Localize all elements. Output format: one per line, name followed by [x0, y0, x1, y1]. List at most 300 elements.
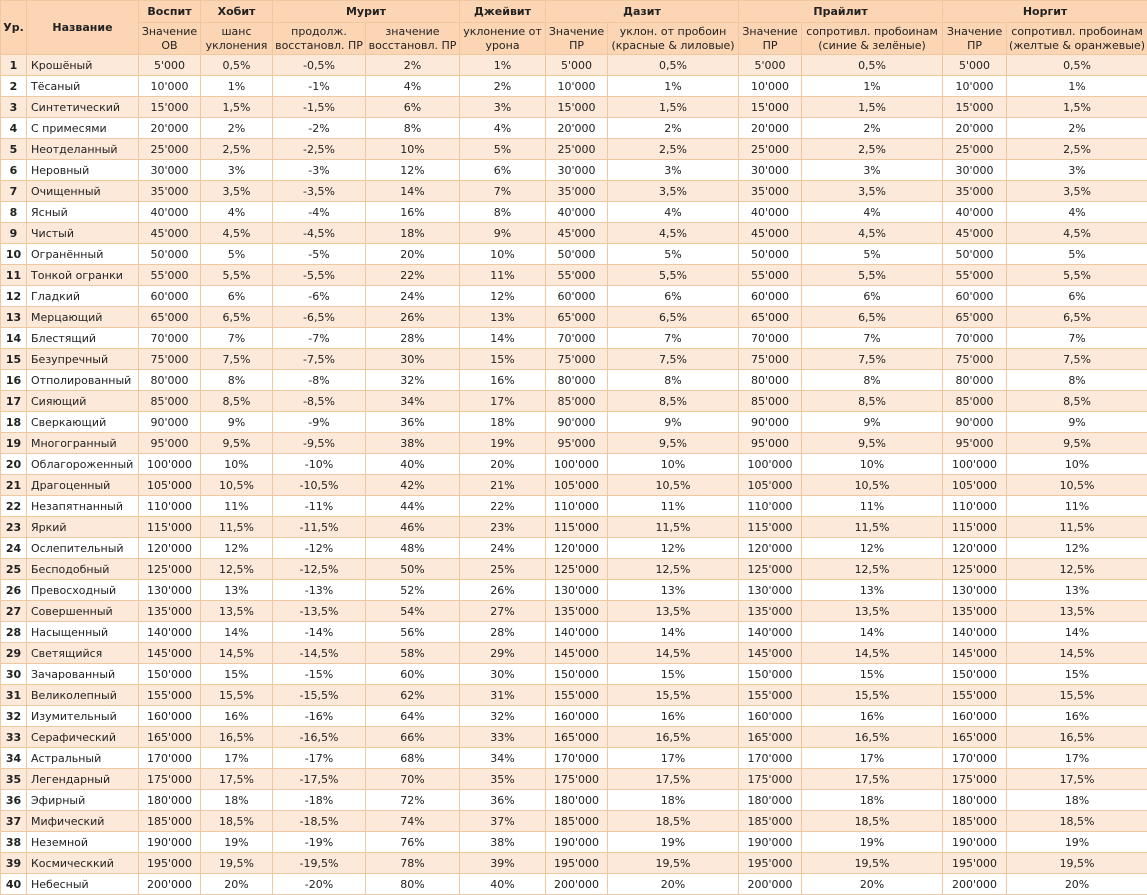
- value-cell: 15,5%: [608, 685, 739, 706]
- value-cell: 56%: [366, 622, 460, 643]
- value-cell: -18%: [273, 790, 366, 811]
- table-header: [1, 1, 1147, 55]
- value-cell: 155'000: [739, 685, 802, 706]
- name-cell: Светящийся: [27, 643, 139, 664]
- value-cell: 180'000: [943, 790, 1007, 811]
- value-cell: 2,5%: [802, 139, 943, 160]
- name-cell: Великолепный: [27, 685, 139, 706]
- value-cell: 28%: [460, 622, 546, 643]
- value-cell: -7,5%: [273, 349, 366, 370]
- value-cell: 12%: [201, 538, 273, 559]
- value-cell: 135'000: [546, 601, 608, 622]
- value-cell: 62%: [366, 685, 460, 706]
- value-cell: 100'000: [943, 454, 1007, 475]
- name-cell: Космическкий: [27, 853, 139, 874]
- value-cell: 52%: [366, 580, 460, 601]
- value-cell: 1,5%: [608, 97, 739, 118]
- name-cell: Астральный: [27, 748, 139, 769]
- name-cell: Серафический: [27, 727, 139, 748]
- value-cell: 140'000: [943, 622, 1007, 643]
- value-cell: 16%: [201, 706, 273, 727]
- table-row: [1, 307, 1147, 328]
- value-cell: 36%: [460, 790, 546, 811]
- value-cell: -9%: [273, 412, 366, 433]
- value-cell: 16,5%: [802, 727, 943, 748]
- value-cell: 10,5%: [201, 475, 273, 496]
- name-cell: Неотделанный: [27, 139, 139, 160]
- name-cell: Неземной: [27, 832, 139, 853]
- value-cell: 190'000: [546, 832, 608, 853]
- value-cell: 130'000: [943, 580, 1007, 601]
- value-cell: 21%: [460, 475, 546, 496]
- value-cell: 1%: [1007, 76, 1147, 97]
- level-cell: 6: [1, 160, 27, 181]
- value-cell: 25'000: [139, 139, 201, 160]
- name-cell: Небесный: [27, 874, 139, 895]
- value-cell: 120'000: [139, 538, 201, 559]
- value-cell: 12,5%: [802, 559, 943, 580]
- value-cell: 13%: [608, 580, 739, 601]
- value-cell: 5'000: [546, 55, 608, 76]
- name-cell: Эфирный: [27, 790, 139, 811]
- value-cell: 29%: [460, 643, 546, 664]
- value-cell: -2,5%: [273, 139, 366, 160]
- value-cell: 30%: [366, 349, 460, 370]
- value-cell: 185'000: [139, 811, 201, 832]
- value-cell: 165'000: [739, 727, 802, 748]
- value-cell: -15,5%: [273, 685, 366, 706]
- value-cell: 3%: [608, 160, 739, 181]
- level-cell: 10: [1, 244, 27, 265]
- table-row: [1, 118, 1147, 139]
- value-cell: 12%: [460, 286, 546, 307]
- name-cell: Драгоценный: [27, 475, 139, 496]
- value-cell: 15'000: [943, 97, 1007, 118]
- name-cell: Изумительный: [27, 706, 139, 727]
- value-cell: 0,5%: [201, 55, 273, 76]
- value-cell: 16%: [802, 706, 943, 727]
- name-cell: Тёсаный: [27, 76, 139, 97]
- value-cell: -8,5%: [273, 391, 366, 412]
- value-cell: 20'000: [546, 118, 608, 139]
- value-cell: 19,5%: [802, 853, 943, 874]
- value-cell: 14,5%: [1007, 643, 1147, 664]
- value-cell: 115'000: [739, 517, 802, 538]
- name-cell: Мерцающий: [27, 307, 139, 328]
- value-cell: 33%: [460, 727, 546, 748]
- value-cell: 3,5%: [201, 181, 273, 202]
- value-cell: 15,5%: [201, 685, 273, 706]
- level-cell: 12: [1, 286, 27, 307]
- value-cell: 3%: [460, 97, 546, 118]
- header-group-vospit: Воспит: [139, 1, 201, 23]
- level-cell: 23: [1, 517, 27, 538]
- table-row: [1, 496, 1147, 517]
- value-cell: 75'000: [739, 349, 802, 370]
- table-row: [1, 244, 1147, 265]
- value-cell: 7%: [802, 328, 943, 349]
- value-cell: 150'000: [943, 664, 1007, 685]
- value-cell: 19,5%: [608, 853, 739, 874]
- value-cell: -14%: [273, 622, 366, 643]
- value-cell: 115'000: [943, 517, 1007, 538]
- value-cell: 17,5%: [1007, 769, 1147, 790]
- value-cell: 55'000: [139, 265, 201, 286]
- value-cell: -14,5%: [273, 643, 366, 664]
- table-row: [1, 55, 1147, 76]
- value-cell: 195'000: [739, 853, 802, 874]
- value-cell: 72%: [366, 790, 460, 811]
- value-cell: 18%: [460, 412, 546, 433]
- value-cell: 44%: [366, 496, 460, 517]
- name-cell: Совершенный: [27, 601, 139, 622]
- value-cell: 5,5%: [201, 265, 273, 286]
- value-cell: 16%: [608, 706, 739, 727]
- value-cell: 13,5%: [1007, 601, 1147, 622]
- value-cell: 11%: [1007, 496, 1147, 517]
- value-cell: 9,5%: [201, 433, 273, 454]
- name-cell: Мифический: [27, 811, 139, 832]
- value-cell: 14%: [460, 328, 546, 349]
- value-cell: 2%: [460, 76, 546, 97]
- value-cell: 10,5%: [1007, 475, 1147, 496]
- level-cell: 28: [1, 622, 27, 643]
- value-cell: 135'000: [739, 601, 802, 622]
- value-cell: 65'000: [139, 307, 201, 328]
- value-cell: 9%: [460, 223, 546, 244]
- value-cell: 14%: [802, 622, 943, 643]
- value-cell: 20'000: [943, 118, 1007, 139]
- value-cell: 55'000: [943, 265, 1007, 286]
- table-row: [1, 160, 1147, 181]
- level-cell: 15: [1, 349, 27, 370]
- value-cell: 80'000: [546, 370, 608, 391]
- value-cell: 6%: [1007, 286, 1147, 307]
- level-cell: 8: [1, 202, 27, 223]
- header-group-dazit: Дазит: [546, 1, 739, 23]
- value-cell: 3%: [1007, 160, 1147, 181]
- value-cell: 13,5%: [802, 601, 943, 622]
- value-cell: 85'000: [739, 391, 802, 412]
- level-cell: 4: [1, 118, 27, 139]
- value-cell: 6%: [460, 160, 546, 181]
- value-cell: 16,5%: [608, 727, 739, 748]
- value-cell: 22%: [366, 265, 460, 286]
- value-cell: 105'000: [139, 475, 201, 496]
- table-row: [1, 559, 1147, 580]
- level-cell: 19: [1, 433, 27, 454]
- value-cell: 15%: [1007, 664, 1147, 685]
- table-row: [1, 286, 1147, 307]
- table-row: [1, 874, 1147, 895]
- value-cell: 35'000: [546, 181, 608, 202]
- value-cell: 170'000: [139, 748, 201, 769]
- value-cell: 8%: [460, 202, 546, 223]
- value-cell: 30%: [460, 664, 546, 685]
- value-cell: 50'000: [739, 244, 802, 265]
- value-cell: 95'000: [943, 433, 1007, 454]
- value-cell: 11%: [802, 496, 943, 517]
- value-cell: 7%: [201, 328, 273, 349]
- value-cell: 190'000: [943, 832, 1007, 853]
- name-cell: Многогранный: [27, 433, 139, 454]
- value-cell: 13,5%: [608, 601, 739, 622]
- value-cell: 125'000: [139, 559, 201, 580]
- value-cell: -6,5%: [273, 307, 366, 328]
- value-cell: 2,5%: [608, 139, 739, 160]
- value-cell: 90'000: [739, 412, 802, 433]
- header-sub: уклонение от урона: [460, 23, 546, 55]
- value-cell: 180'000: [139, 790, 201, 811]
- value-cell: 6,5%: [608, 307, 739, 328]
- level-cell: 24: [1, 538, 27, 559]
- value-cell: 9,5%: [802, 433, 943, 454]
- value-cell: 60'000: [546, 286, 608, 307]
- value-cell: -16%: [273, 706, 366, 727]
- level-cell: 35: [1, 769, 27, 790]
- header-sub: сопротивл. пробоинам (синие & зелёные): [802, 23, 943, 55]
- value-cell: 10'000: [546, 76, 608, 97]
- level-cell: 17: [1, 391, 27, 412]
- value-cell: 16%: [460, 370, 546, 391]
- value-cell: 60'000: [739, 286, 802, 307]
- value-cell: 5%: [1007, 244, 1147, 265]
- value-cell: 11%: [608, 496, 739, 517]
- value-cell: 100'000: [739, 454, 802, 475]
- name-cell: Незапятнанный: [27, 496, 139, 517]
- header-group-praylit: Прайлит: [739, 1, 943, 23]
- value-cell: 3,5%: [1007, 181, 1147, 202]
- value-cell: 6%: [366, 97, 460, 118]
- value-cell: -17%: [273, 748, 366, 769]
- value-cell: 26%: [366, 307, 460, 328]
- value-cell: 9,5%: [1007, 433, 1147, 454]
- value-cell: 38%: [460, 832, 546, 853]
- value-cell: 17%: [802, 748, 943, 769]
- value-cell: 190'000: [139, 832, 201, 853]
- name-cell: Превосходный: [27, 580, 139, 601]
- value-cell: 18,5%: [802, 811, 943, 832]
- value-cell: 18,5%: [1007, 811, 1147, 832]
- value-cell: -10%: [273, 454, 366, 475]
- value-cell: 40'000: [739, 202, 802, 223]
- value-cell: 5'000: [139, 55, 201, 76]
- value-cell: 14,5%: [608, 643, 739, 664]
- value-cell: 70'000: [546, 328, 608, 349]
- value-cell: 185'000: [943, 811, 1007, 832]
- value-cell: 5%: [608, 244, 739, 265]
- value-cell: 100'000: [546, 454, 608, 475]
- name-cell: Бесподобный: [27, 559, 139, 580]
- value-cell: 54%: [366, 601, 460, 622]
- value-cell: 155'000: [546, 685, 608, 706]
- header-name: Название: [27, 1, 139, 55]
- value-cell: 195'000: [139, 853, 201, 874]
- value-cell: 45'000: [546, 223, 608, 244]
- value-cell: 22%: [460, 496, 546, 517]
- value-cell: 150'000: [139, 664, 201, 685]
- value-cell: -5,5%: [273, 265, 366, 286]
- value-cell: 66%: [366, 727, 460, 748]
- value-cell: 19,5%: [1007, 853, 1147, 874]
- value-cell: 145'000: [739, 643, 802, 664]
- value-cell: -11%: [273, 496, 366, 517]
- value-cell: 2,5%: [1007, 139, 1147, 160]
- value-cell: 70'000: [739, 328, 802, 349]
- value-cell: -15%: [273, 664, 366, 685]
- value-cell: 11%: [460, 265, 546, 286]
- header-group-murit: Мурит: [273, 1, 460, 23]
- value-cell: 50'000: [546, 244, 608, 265]
- value-cell: 17,5%: [802, 769, 943, 790]
- value-cell: 15'000: [546, 97, 608, 118]
- value-cell: 1%: [802, 76, 943, 97]
- value-cell: -13,5%: [273, 601, 366, 622]
- level-cell: 32: [1, 706, 27, 727]
- value-cell: 19%: [802, 832, 943, 853]
- level-cell: 5: [1, 139, 27, 160]
- value-cell: 160'000: [139, 706, 201, 727]
- table-row: [1, 349, 1147, 370]
- value-cell: 75'000: [546, 349, 608, 370]
- value-cell: 18,5%: [608, 811, 739, 832]
- value-cell: 78%: [366, 853, 460, 874]
- name-cell: С примесями: [27, 118, 139, 139]
- table-row: [1, 538, 1147, 559]
- value-cell: 23%: [460, 517, 546, 538]
- header-sub: продолж. восстановл. ПР: [273, 23, 366, 55]
- value-cell: -12,5%: [273, 559, 366, 580]
- table-row: [1, 139, 1147, 160]
- value-cell: 5,5%: [1007, 265, 1147, 286]
- table-row: [1, 223, 1147, 244]
- name-cell: Очищенный: [27, 181, 139, 202]
- value-cell: 75'000: [139, 349, 201, 370]
- value-cell: 9%: [608, 412, 739, 433]
- value-cell: 115'000: [546, 517, 608, 538]
- value-cell: 28%: [366, 328, 460, 349]
- name-cell: Неровный: [27, 160, 139, 181]
- value-cell: 130'000: [739, 580, 802, 601]
- name-cell: Чистый: [27, 223, 139, 244]
- table-row: [1, 97, 1147, 118]
- value-cell: 24%: [460, 538, 546, 559]
- value-cell: -0,5%: [273, 55, 366, 76]
- level-cell: 36: [1, 790, 27, 811]
- header-sub: Значение ПР: [546, 23, 608, 55]
- value-cell: 175'000: [943, 769, 1007, 790]
- name-cell: Гладкий: [27, 286, 139, 307]
- name-cell: Легендарный: [27, 769, 139, 790]
- level-cell: 34: [1, 748, 27, 769]
- value-cell: 1,5%: [802, 97, 943, 118]
- value-cell: 30'000: [943, 160, 1007, 181]
- value-cell: 195'000: [943, 853, 1007, 874]
- level-cell: 29: [1, 643, 27, 664]
- value-cell: 15'000: [139, 97, 201, 118]
- value-cell: 15%: [608, 664, 739, 685]
- value-cell: -16,5%: [273, 727, 366, 748]
- header-group-norgit: Норгит: [943, 1, 1147, 23]
- value-cell: 13%: [201, 580, 273, 601]
- value-cell: 9%: [802, 412, 943, 433]
- table-row: [1, 580, 1147, 601]
- table-row: [1, 601, 1147, 622]
- name-cell: Яркий: [27, 517, 139, 538]
- table-row: [1, 727, 1147, 748]
- value-cell: 200'000: [943, 874, 1007, 895]
- value-cell: 10,5%: [802, 475, 943, 496]
- value-cell: -12%: [273, 538, 366, 559]
- value-cell: 42%: [366, 475, 460, 496]
- value-cell: 70%: [366, 769, 460, 790]
- value-cell: 12%: [1007, 538, 1147, 559]
- value-cell: -1%: [273, 76, 366, 97]
- name-cell: Огранённый: [27, 244, 139, 265]
- value-cell: 35'000: [943, 181, 1007, 202]
- value-cell: 32%: [366, 370, 460, 391]
- value-cell: 8,5%: [201, 391, 273, 412]
- value-cell: 5%: [802, 244, 943, 265]
- value-cell: 180'000: [546, 790, 608, 811]
- table-row: [1, 748, 1147, 769]
- value-cell: 30'000: [739, 160, 802, 181]
- level-cell: 14: [1, 328, 27, 349]
- value-cell: 85'000: [546, 391, 608, 412]
- value-cell: -4%: [273, 202, 366, 223]
- value-cell: 13%: [802, 580, 943, 601]
- value-cell: 18%: [802, 790, 943, 811]
- value-cell: 76%: [366, 832, 460, 853]
- value-cell: 17%: [460, 391, 546, 412]
- value-cell: -19,5%: [273, 853, 366, 874]
- value-cell: -7%: [273, 328, 366, 349]
- name-cell: Тонкой огранки: [27, 265, 139, 286]
- value-cell: 8%: [608, 370, 739, 391]
- value-cell: 0,5%: [1007, 55, 1147, 76]
- value-cell: 20'000: [139, 118, 201, 139]
- value-cell: 8,5%: [608, 391, 739, 412]
- value-cell: 9%: [201, 412, 273, 433]
- name-cell: Отполированный: [27, 370, 139, 391]
- value-cell: 26%: [460, 580, 546, 601]
- value-cell: 19%: [1007, 832, 1147, 853]
- value-cell: 130'000: [139, 580, 201, 601]
- value-cell: 7%: [460, 181, 546, 202]
- value-cell: 5'000: [943, 55, 1007, 76]
- value-cell: 17%: [1007, 748, 1147, 769]
- value-cell: 13%: [460, 307, 546, 328]
- name-cell: Безупречный: [27, 349, 139, 370]
- value-cell: 13%: [1007, 580, 1147, 601]
- value-cell: 0,5%: [608, 55, 739, 76]
- value-cell: 1,5%: [1007, 97, 1147, 118]
- value-cell: 18,5%: [201, 811, 273, 832]
- value-cell: 11,5%: [201, 517, 273, 538]
- value-cell: 125'000: [546, 559, 608, 580]
- value-cell: 40'000: [139, 202, 201, 223]
- value-cell: 10%: [608, 454, 739, 475]
- level-cell: 33: [1, 727, 27, 748]
- value-cell: 3%: [802, 160, 943, 181]
- value-cell: 4%: [802, 202, 943, 223]
- level-cell: 39: [1, 853, 27, 874]
- level-cell: 1: [1, 55, 27, 76]
- table-row: [1, 454, 1147, 475]
- value-cell: 4,5%: [802, 223, 943, 244]
- value-cell: 165'000: [943, 727, 1007, 748]
- value-cell: 7,5%: [1007, 349, 1147, 370]
